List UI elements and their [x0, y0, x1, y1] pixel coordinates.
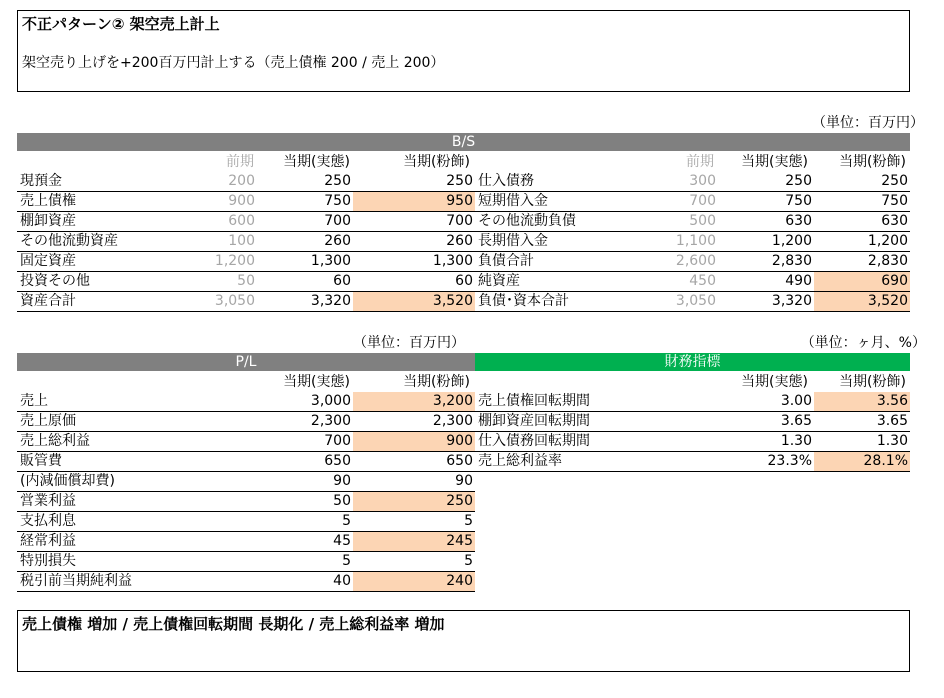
pl-row	[17, 432, 475, 452]
bs-liability-row-window: 750	[814, 192, 910, 212]
bs-liab-col-prev: 前期	[686, 154, 714, 170]
pl-row-window: 5	[353, 512, 475, 532]
bs-assets-col-prev: 前期	[226, 154, 254, 170]
pl-row	[17, 472, 475, 492]
ratios-header-bar: 財務指標	[475, 353, 910, 371]
pl-row-actual: 2,300	[257, 412, 353, 432]
scenario-description: 架空売り上げを+200百万円計上する（売上債権 200 / 売上 200）	[22, 55, 445, 71]
bs-liability-row-label: 純資産	[475, 272, 620, 292]
pl-row-label: 売上	[17, 392, 257, 412]
pl-row	[17, 412, 475, 432]
pl-row-actual: 3,000	[257, 392, 353, 412]
pl-row	[17, 552, 475, 572]
bs-liability-row-actual: 630	[718, 212, 814, 232]
bs-liability-row	[475, 232, 910, 252]
bs-asset-row	[17, 192, 475, 212]
ratio-row-window: 3.65	[814, 412, 910, 432]
pl-row-window: 2,300	[353, 412, 475, 432]
bs-liability-row-window: 2,830	[814, 252, 910, 272]
bs-liability-row	[475, 212, 910, 232]
ratio-row-actual: 3.65	[718, 412, 814, 432]
bs-asset-row-label: 固定資産	[17, 252, 157, 272]
bs-asset-row-prev: 900	[157, 192, 257, 212]
pl-unit-label: （単位：百万円）	[353, 335, 465, 351]
bs-liability-row-prev: 3,050	[620, 292, 718, 312]
bs-liability-row-label: 仕入債務	[475, 172, 620, 192]
bs-liability-row-prev: 300	[620, 172, 718, 192]
bs-asset-row	[17, 232, 475, 252]
pl-row-label: 特別損失	[17, 552, 257, 572]
bs-asset-row-window: 260	[353, 232, 475, 252]
bs-asset-row-prev: 1,200	[157, 252, 257, 272]
ratio-row	[475, 452, 910, 472]
pl-row	[17, 512, 475, 532]
bs-liability-row-label: 長期借入金	[475, 232, 620, 252]
pl-row	[17, 392, 475, 412]
bs-unit-label: （単位：百万円）	[812, 115, 924, 131]
summary-text: 売上債権 増加 / 売上債権回転期間 長期化 / 売上総利益率 増加	[22, 615, 445, 633]
pl-header-bar: P/L	[17, 353, 475, 371]
ratio-row-actual: 1.30	[718, 432, 814, 452]
ratio-row-window: 28.1%	[814, 452, 910, 472]
ratio-row	[475, 412, 910, 432]
bs-asset-row-actual: 260	[257, 232, 353, 252]
pl-row-window: 90	[353, 472, 475, 492]
pl-row-label: 経常利益	[17, 532, 257, 552]
bs-liability-row-actual: 3,320	[718, 292, 814, 312]
pl-row	[17, 492, 475, 512]
bs-header-bar: B/S	[17, 133, 910, 151]
bs-liability-row-window: 250	[814, 172, 910, 192]
pl-col-actual: 当期(実態)	[283, 374, 350, 390]
bs-asset-row-prev: 100	[157, 232, 257, 252]
bs-assets-col-window: 当期(粉飾)	[403, 154, 470, 170]
bs-asset-row-prev: 600	[157, 212, 257, 232]
bs-liability-row-actual: 250	[718, 172, 814, 192]
bs-liability-row-actual: 2,830	[718, 252, 814, 272]
bs-asset-row-window: 250	[353, 172, 475, 192]
pl-col-window: 当期(粉飾)	[403, 374, 470, 390]
bs-liabilities-table	[475, 172, 910, 312]
ratios-col-actual: 当期(実態)	[741, 374, 808, 390]
bs-asset-row	[17, 292, 475, 312]
ratio-row-label: 仕入債務回転期間	[475, 432, 718, 452]
bs-asset-row-window: 60	[353, 272, 475, 292]
pl-row-window: 900	[353, 432, 475, 452]
bs-liability-row	[475, 292, 910, 312]
bs-liability-row-prev: 1,100	[620, 232, 718, 252]
bs-asset-row-prev: 50	[157, 272, 257, 292]
bs-liability-row-label: 負債合計	[475, 252, 620, 272]
pl-row-actual: 45	[257, 532, 353, 552]
bs-liability-row	[475, 272, 910, 292]
bs-asset-row-actual: 250	[257, 172, 353, 192]
bs-liability-row-window: 690	[814, 272, 910, 292]
pl-row-window: 245	[353, 532, 475, 552]
bs-liability-row	[475, 172, 910, 192]
ratios-table	[475, 392, 910, 472]
pl-row-label: 売上原価	[17, 412, 257, 432]
ratio-row-label: 売上債権回転期間	[475, 392, 718, 412]
bs-asset-row-window: 3,520	[353, 292, 475, 312]
ratio-row-actual: 23.3%	[718, 452, 814, 472]
bs-liability-row-label: 負債･資本合計	[475, 292, 620, 312]
bs-asset-row-label: 現預金	[17, 172, 157, 192]
pl-row-label: 支払利息	[17, 512, 257, 532]
bs-asset-row-window: 1,300	[353, 252, 475, 272]
pl-row-window: 5	[353, 552, 475, 572]
bs-liability-row-window: 1,200	[814, 232, 910, 252]
pl-row-label: (内減価償却費)	[17, 472, 257, 492]
pl-row	[17, 572, 475, 592]
pl-row-label: 税引前当期純利益	[17, 572, 257, 592]
bs-asset-row-prev: 3,050	[157, 292, 257, 312]
pl-row-window: 3,200	[353, 392, 475, 412]
bs-liability-row-window: 630	[814, 212, 910, 232]
pl-row-actual: 5	[257, 552, 353, 572]
bs-liability-row	[475, 192, 910, 212]
bs-asset-row-prev: 200	[157, 172, 257, 192]
ratio-row-label: 棚卸資産回転期間	[475, 412, 718, 432]
bs-asset-row-label: 資産合計	[17, 292, 157, 312]
bs-liability-row-actual: 490	[718, 272, 814, 292]
pl-row	[17, 532, 475, 552]
bs-liability-row-actual: 1,200	[718, 232, 814, 252]
bs-asset-row	[17, 272, 475, 292]
ratio-row-actual: 3.00	[718, 392, 814, 412]
bs-liab-col-actual: 当期(実態)	[741, 154, 808, 170]
bs-assets-table	[17, 172, 475, 312]
ratios-col-window: 当期(粉飾)	[839, 374, 906, 390]
pl-row-actual: 650	[257, 452, 353, 472]
bs-asset-row	[17, 212, 475, 232]
bs-liability-row-label: その他流動負債	[475, 212, 620, 232]
pl-row-actual: 700	[257, 432, 353, 452]
bs-assets-col-actual: 当期(実態)	[283, 154, 350, 170]
pl-row-window: 240	[353, 572, 475, 592]
bs-asset-row-actual: 750	[257, 192, 353, 212]
pl-row-label: 販管費	[17, 452, 257, 472]
ratio-row	[475, 392, 910, 412]
bs-asset-row-window: 700	[353, 212, 475, 232]
ratios-unit-label: （単位：ヶ月、%）	[800, 335, 926, 351]
ratio-row-window: 3.56	[814, 392, 910, 412]
bs-asset-row-actual: 3,320	[257, 292, 353, 312]
scenario-title: 不正パターン② 架空売上計上	[22, 15, 220, 33]
bs-liability-row-prev: 450	[620, 272, 718, 292]
bs-liability-row-actual: 750	[718, 192, 814, 212]
pl-row-actual: 90	[257, 472, 353, 492]
pl-table	[17, 392, 475, 592]
pl-row-actual: 50	[257, 492, 353, 512]
bs-liab-col-window: 当期(粉飾)	[839, 154, 906, 170]
bs-asset-row	[17, 172, 475, 192]
bs-liability-row-label: 短期借入金	[475, 192, 620, 212]
bs-liability-row-prev: 2,600	[620, 252, 718, 272]
ratio-row-window: 1.30	[814, 432, 910, 452]
ratio-row	[475, 432, 910, 452]
bs-asset-row-actual: 700	[257, 212, 353, 232]
pl-row	[17, 452, 475, 472]
pl-row-window: 650	[353, 452, 475, 472]
pl-row-label: 売上総利益	[17, 432, 257, 452]
bs-asset-row-actual: 60	[257, 272, 353, 292]
bs-asset-row	[17, 252, 475, 272]
ratio-row-label: 売上総利益率	[475, 452, 718, 472]
pl-row-window: 250	[353, 492, 475, 512]
pl-row-label: 営業利益	[17, 492, 257, 512]
bs-asset-row-label: その他流動資産	[17, 232, 157, 252]
bs-liability-row-prev: 700	[620, 192, 718, 212]
bs-asset-row-actual: 1,300	[257, 252, 353, 272]
bs-liability-row	[475, 252, 910, 272]
bs-liability-row-window: 3,520	[814, 292, 910, 312]
bs-asset-row-window: 950	[353, 192, 475, 212]
pl-row-actual: 5	[257, 512, 353, 532]
bs-asset-row-label: 投資その他	[17, 272, 157, 292]
bs-asset-row-label: 売上債権	[17, 192, 157, 212]
bs-liability-row-prev: 500	[620, 212, 718, 232]
pl-row-actual: 40	[257, 572, 353, 592]
bs-asset-row-label: 棚卸資産	[17, 212, 157, 232]
